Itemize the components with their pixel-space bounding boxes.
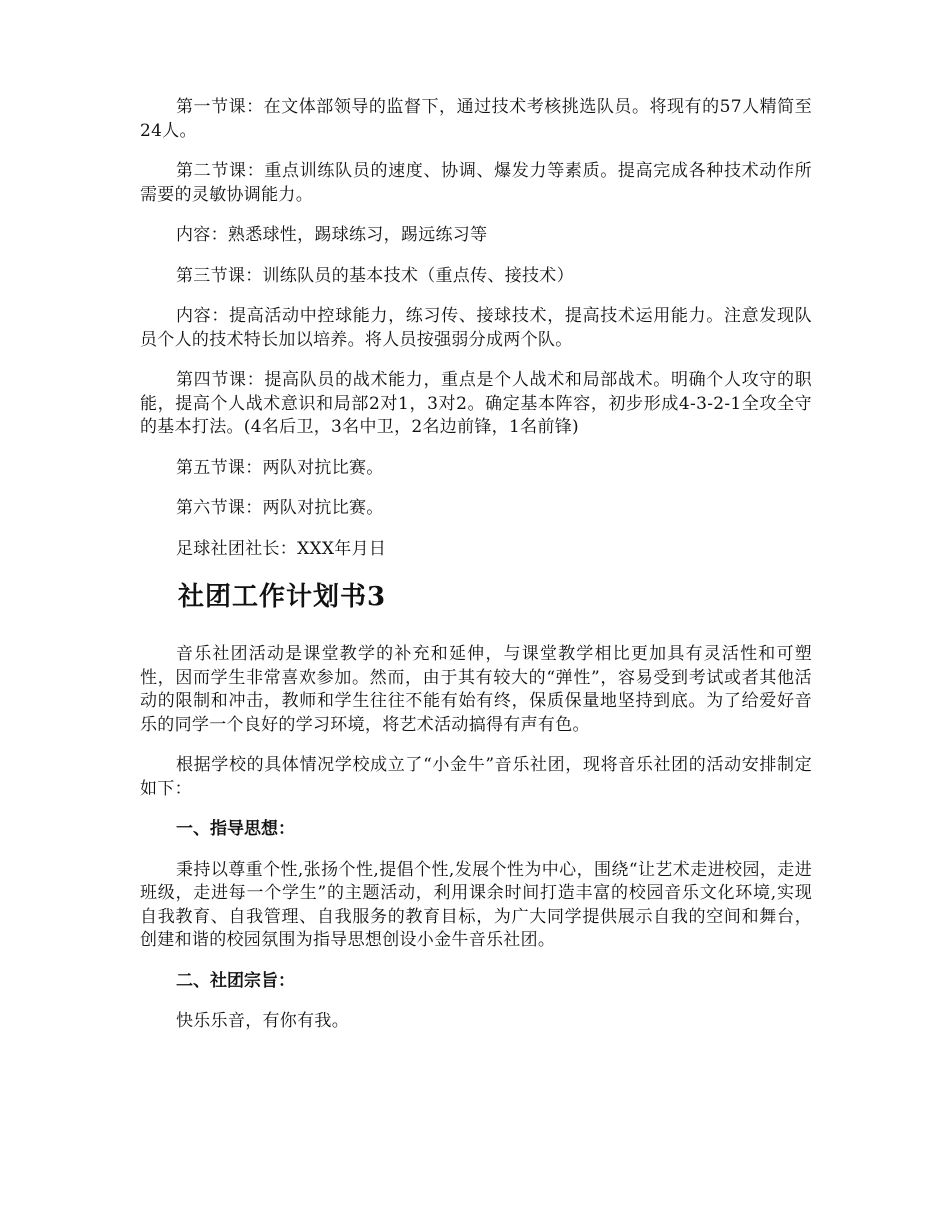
paragraph-lesson-2: 第二节课：重点训练队员的速度、协调、爆发力等素质。提高完成各种技术动作所需要的灵敏协调能力。 bbox=[140, 161, 812, 205]
paragraph-signature: 足球社团社长：XXX年月日 bbox=[176, 538, 387, 559]
section-title: 社团工作计划书3 bbox=[178, 582, 387, 612]
paragraph-guiding: 秉持以尊重个性,张扬个性,提倡个性,发展个性为中心，围绕“让艺术走进校园，走进班级，走进每一个学生”的主题活动，利用课余时间打造丰富的校园音乐文化环境,实现自我教育、自我管理、自我服务的教育目标，为广大同学提供展示自我的空间和舞台，创建和谐的校园氛围为指导思想创设小金牛音乐社团。 bbox=[140, 859, 812, 950]
guiding-heading: 一、指导思想： bbox=[176, 819, 295, 839]
paragraph-lesson-3: 第三节课：训练队员的基本技术（重点传、接技术） bbox=[176, 265, 574, 286]
paragraph-content-2: 内容：提高活动中控球能力，练习传、接球技术，提高技术运用能力。注意发现队员个人的技术特长加以培养。将人员按强弱分成两个队。 bbox=[140, 306, 812, 350]
paragraph-lesson-4: 第四节课：提高队员的战术能力，重点是个人战术和局部战术。明确个人攻守的职能，提高个人战术意识和局部2对1，3对2。确定基本阵容，初步形成4-3-2-1全攻全守的基本打法。(4名后卫，3名中卫，2名边前锋，1名前锋) bbox=[140, 370, 812, 437]
paragraph-lesson-1: 第一节课：在文体部领导的监督下，通过技术考核挑选队员。将现有的57人精简至24人。 bbox=[140, 97, 812, 141]
purpose-heading: 二、社团宗旨： bbox=[176, 970, 295, 991]
paragraph-intro-2: 根据学校的具体情况学校成立了“小金牛”音乐社团，现将音乐社团的活动安排制定如下： bbox=[140, 755, 812, 799]
paragraph-content-1: 内容：熟悉球性，踢球练习，踢远练习等 bbox=[176, 225, 488, 245]
paragraph-lesson-5: 第五节课：两队对抗比赛。 bbox=[176, 457, 384, 478]
paragraph-intro-1: 音乐社团活动是课堂教学的补充和延伸，与课堂教学相比更加具有灵活性和可塑性，因而学生非常喜欢参加。然而，由于其有较大的“弹性”，容易受到考试或者其他活动的限制和冲击，教师和学生往往不能有始有终，保质保量地坚持到底。为了给爱好音乐的同学一个良好的学习环境，将艺术活动搞得有声有色。 bbox=[140, 644, 812, 735]
paragraph-lesson-6: 第六节课：两队对抗比赛。 bbox=[176, 498, 384, 518]
paragraph-purpose: 快乐乐音，有你有我。 bbox=[176, 1011, 349, 1031]
document-page bbox=[140, 96, 812, 1051]
